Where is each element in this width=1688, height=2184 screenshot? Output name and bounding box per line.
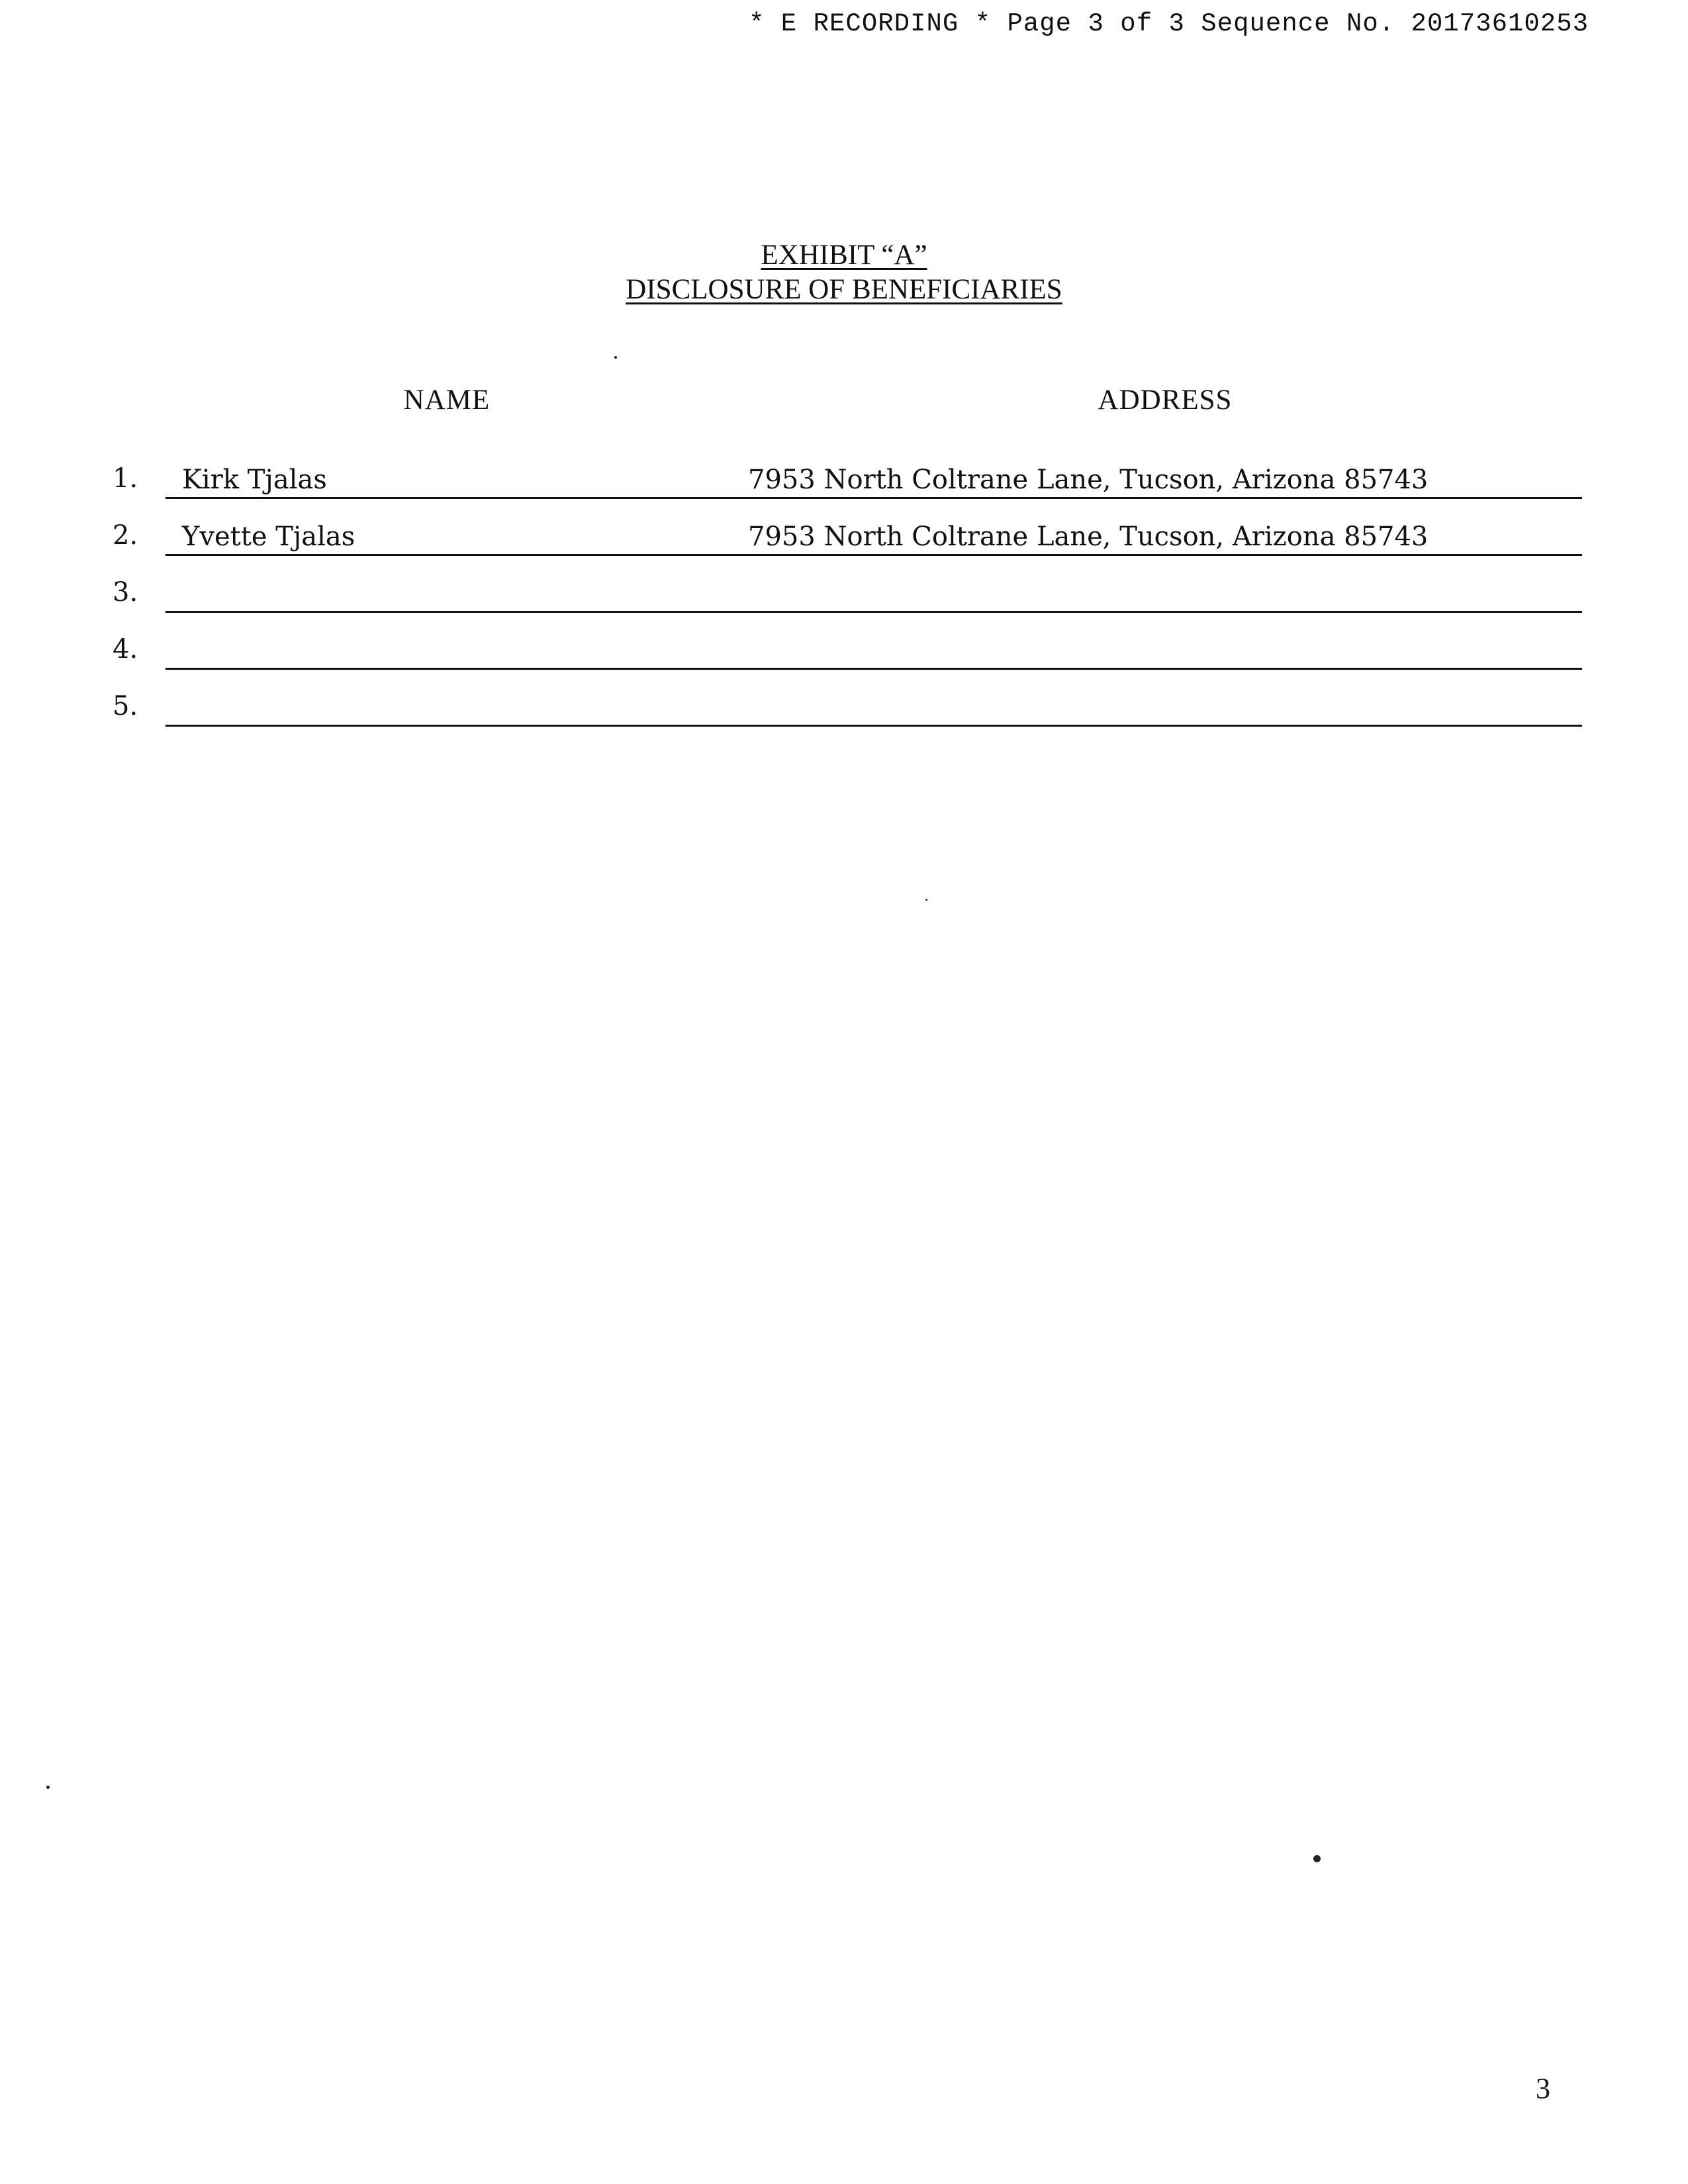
- beneficiary-row: [113, 442, 1582, 499]
- recording-stamp: * E RECORDING * Page 3 of 3 Sequence No. 20173610253: [749, 9, 1589, 38]
- beneficiary-address: 7953 North Coltrane Lane, Tucson, Arizona 85743: [748, 465, 1429, 495]
- row-number: 5.: [113, 691, 138, 721]
- address-column-header: ADDRESS: [1098, 385, 1233, 416]
- row-number: 3.: [113, 577, 138, 608]
- signature-line: [165, 725, 1582, 727]
- beneficiary-address: 7953 North Coltrane Lane, Tucson, Arizona 85743: [748, 522, 1429, 552]
- beneficiary-row: [113, 670, 1582, 727]
- exhibit-title: [0, 238, 1688, 307]
- scan-speck: [46, 1786, 50, 1789]
- exhibit-label: EXHIBIT “A”: [761, 240, 927, 271]
- row-number: 2.: [113, 520, 138, 551]
- page-number: 3: [1536, 2072, 1550, 2105]
- row-number: 1.: [113, 463, 138, 494]
- beneficiary-name: Kirk Tjalas: [182, 465, 327, 495]
- beneficiary-row: [113, 613, 1582, 670]
- beneficiary-row: [113, 499, 1582, 556]
- scan-speck: [925, 899, 927, 901]
- scan-speck: [614, 356, 617, 359]
- beneficiary-row: [113, 556, 1582, 613]
- name-column-header: NAME: [403, 385, 491, 416]
- scan-speck: [1313, 1855, 1321, 1862]
- beneficiary-list: [113, 442, 1582, 727]
- beneficiary-name: Yvette Tjalas: [182, 522, 355, 552]
- row-number: 4.: [113, 634, 138, 664]
- disclosure-heading: DISCLOSURE OF BENEFICIARIES: [626, 274, 1062, 305]
